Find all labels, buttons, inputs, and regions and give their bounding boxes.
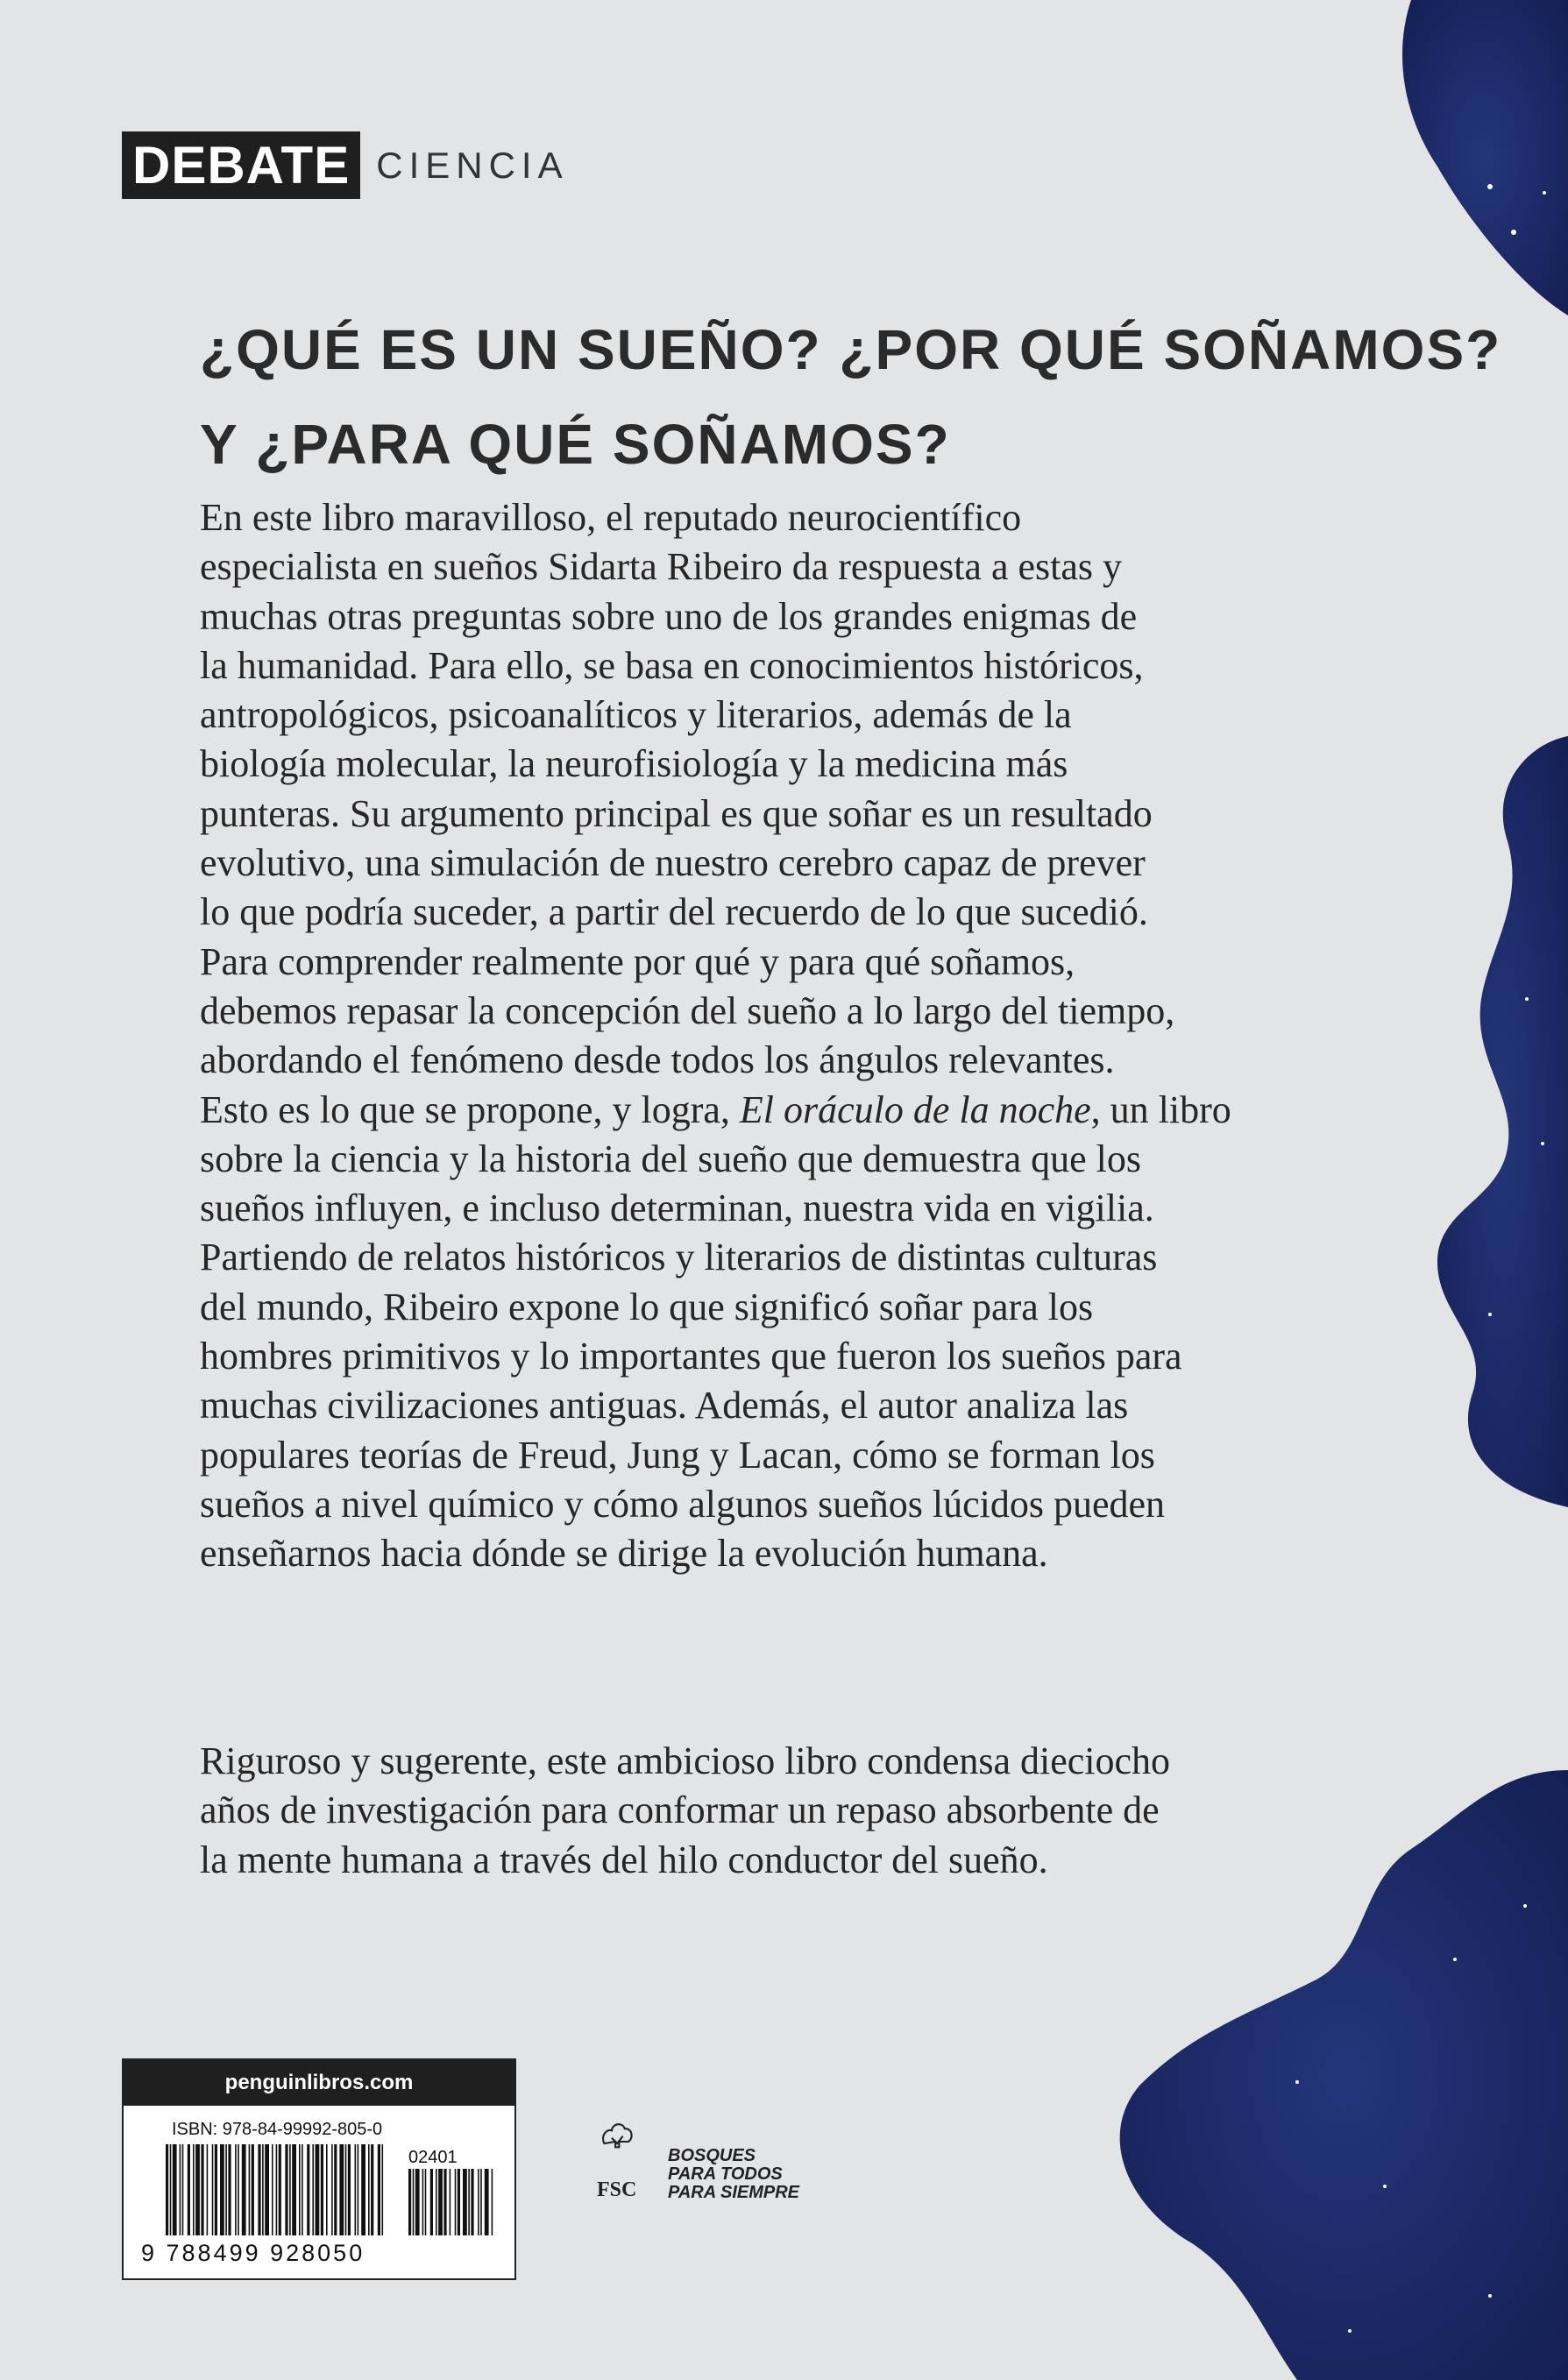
barcode-stripe — [450, 2169, 451, 2235]
barcode-stripe — [468, 2169, 470, 2235]
blurb-line: muchas otras preguntas sobre uno de los grandes enigmas de — [200, 594, 1138, 638]
closing-line: años de investigación para conformar un repaso absorbente de — [200, 1789, 1160, 1832]
barcode-stripe — [188, 2144, 190, 2235]
barcode-stripe — [302, 2144, 303, 2235]
blurb-paragraph — [200, 493, 1339, 1579]
barcode-stripe — [355, 2144, 357, 2235]
barcode-stripe — [408, 2169, 411, 2235]
blurb-line-with-title — [200, 1086, 1339, 1135]
barcode-stripe — [312, 2144, 314, 2235]
blurb-line: Para comprender realmente por qué y para qué soñamos, — [200, 939, 1075, 983]
night-sky-blob-top — [1402, 0, 1568, 315]
book-title: El oráculo de la noche — [739, 1087, 1091, 1131]
website-label: penguinlibros.com — [124, 2060, 514, 2106]
blurb-line: antropológicos, psicoanalíticos y literarios, además de la — [200, 693, 1072, 737]
barcode-stripe — [443, 2169, 446, 2235]
blurb-line: lo que podría suceder, a partir del recuerdo de lo que sucedió. — [200, 890, 1148, 934]
barcode-stripe — [279, 2144, 281, 2235]
barcode-digits: 9 788499 928050 — [141, 2240, 365, 2266]
barcode-stripe — [345, 2144, 347, 2235]
barcode-stripe — [265, 2144, 269, 2235]
barcode-stripe — [492, 2169, 493, 2235]
fsc-slogan-line: BOSQUES — [668, 2146, 756, 2165]
closing-line: Riguroso y sugerente, este ambicioso libro condensa dieciocho — [200, 1739, 1171, 1782]
barcode-stripe — [299, 2144, 301, 2235]
barcode-stripe — [207, 2144, 209, 2235]
barcode-stripe — [170, 2144, 172, 2235]
barcode-stripe — [331, 2144, 333, 2235]
barcode-stripe — [485, 2169, 489, 2235]
barcode-panel — [122, 2058, 516, 2280]
barcode-stripe — [201, 2144, 203, 2235]
barcode-stripe — [413, 2169, 415, 2235]
barcode-stripe — [180, 2144, 181, 2235]
blurb-line: debemos repasar la concepción del sueño a lo largo del tiempo, — [200, 988, 1175, 1032]
logo-brand: DEBATE — [122, 131, 360, 199]
barcode-stripe — [358, 2144, 359, 2235]
blurb-line: sueños a nivel químico y cómo algunos sueños lúcidos pueden — [200, 1482, 1166, 1526]
barcode-stripe — [415, 2169, 420, 2235]
barcode-stripe — [316, 2144, 320, 2235]
fsc-slogan-line: PARA TODOS — [668, 2164, 783, 2184]
barcode-stripe — [195, 2144, 200, 2235]
barcode-stripe — [307, 2144, 309, 2235]
barcode-stripe — [422, 2169, 424, 2235]
barcode-stripe — [463, 2169, 467, 2235]
blurb-line: hombres primitivos y lo importantes que fueron los sueños para — [200, 1335, 1182, 1378]
blurb-line: la humanidad. Para ello, se basa en conocimientos históricos, — [200, 643, 1144, 687]
barcode-stripe — [326, 2144, 328, 2235]
blurb-line: sueños influyen, e incluso determinan, nuestra vida en vigilia. — [200, 1186, 1154, 1230]
barcode-stripe — [430, 2169, 433, 2235]
barcode-stripe — [238, 2144, 239, 2235]
barcode-stripe — [249, 2144, 251, 2235]
barcode-stripe — [348, 2144, 351, 2235]
isbn-text: ISBN: 978-84-99992-805-0 — [172, 2120, 383, 2139]
barcode-stripe — [321, 2144, 323, 2235]
publisher-logo — [122, 131, 569, 199]
barcode-stripe — [438, 2169, 443, 2235]
fsc-slogan-line: PARA SIEMPRE — [668, 2183, 800, 2202]
fsc-label: FSC — [597, 2178, 637, 2201]
headline-line: Y ¿PARA QUÉ SOÑAMOS? — [200, 413, 951, 476]
barcode-stripe — [220, 2144, 224, 2235]
blurb-line: abordando el fenómeno desde todos los ángulos relevantes. — [200, 1038, 1115, 1082]
barcode-stripe — [258, 2144, 260, 2235]
blurb-line: punteras. Su argumento principal es que soñar es un resultado — [200, 791, 1153, 835]
blurb-line: biología molecular, la neurofisiología y la medicina más — [200, 742, 1068, 786]
headline-line: ¿QUÉ ES UN SUEÑO? ¿POR QUÉ SOÑAMOS? — [200, 318, 1502, 381]
barcode-stripe — [382, 2144, 384, 2235]
barcode-stripe — [480, 2169, 482, 2235]
barcode-stripe — [361, 2144, 365, 2235]
barcode-stripe — [339, 2144, 344, 2235]
barcode-stripe — [334, 2144, 337, 2235]
barcode-stripe — [371, 2144, 373, 2235]
barcode-stripe — [262, 2144, 264, 2235]
barcode-stripe — [425, 2169, 427, 2235]
price-code: 02401 — [408, 2148, 458, 2167]
blurb-fragment: , un libro — [1090, 1087, 1231, 1131]
blurb-line: especialista en sueños Sidarta Ribeiro da respuesta a estas y — [200, 545, 1123, 589]
barcode-stripe — [378, 2144, 380, 2235]
barcode-stripe — [173, 2144, 177, 2235]
barcode-bars — [166, 2144, 385, 2235]
barcode-stripe — [182, 2144, 184, 2235]
blurb-line: enseñarnos hacia dónde se dirige la evolución humana. — [200, 1532, 1048, 1576]
barcode-stripe — [285, 2144, 287, 2235]
night-sky-blob-middle — [1437, 736, 1568, 1507]
logo-collection: CIENCIA — [376, 144, 569, 186]
closing-paragraph — [200, 1737, 1339, 1885]
blurb-fragment: Esto es lo que se propone, y logra, — [200, 1087, 730, 1131]
headline — [200, 302, 1502, 492]
barcode-stripe — [225, 2144, 227, 2235]
blurb-line: Partiendo de relatos históricos y literarios de distintas culturas — [200, 1236, 1158, 1279]
addon-barcode-bars — [408, 2169, 496, 2260]
barcode-stripe — [276, 2144, 278, 2235]
barcode-stripe — [292, 2144, 296, 2235]
barcode-stripe — [242, 2144, 246, 2235]
barcode-stripe — [272, 2144, 273, 2235]
barcode-stripe — [368, 2144, 370, 2235]
barcode-stripe — [458, 2169, 460, 2235]
barcode-stripe — [235, 2144, 237, 2235]
blurb-line: muchas civilizaciones antiguas. Además, el autor analiza las — [200, 1384, 1129, 1427]
barcode-stripe — [212, 2144, 214, 2235]
barcode-stripe — [455, 2169, 457, 2235]
barcode-stripe — [478, 2169, 479, 2235]
barcode-stripe — [289, 2144, 291, 2235]
barcode-stripe — [436, 2169, 437, 2235]
barcode-stripe — [228, 2144, 231, 2235]
blurb-line: sobre la ciencia y la historia del sueño que demuestra que los — [200, 1137, 1141, 1180]
blurb-line: populares teorías de Freud, Jung y Lacan, cómo se forman los — [200, 1433, 1155, 1477]
fsc-slogan — [668, 2147, 799, 2202]
barcode-stripe — [193, 2144, 195, 2235]
blurb-line: En este libro maravilloso, el reputado neurocientífico — [200, 496, 1022, 539]
closing-line: la mente humana a través del hilo conductor del sueño. — [200, 1838, 1048, 1881]
barcode-stripe — [471, 2169, 473, 2235]
blurb-line: evolutivo, una simulación de nuestro cerebro capaz de prever — [200, 841, 1146, 885]
barcode-stripe — [252, 2144, 254, 2235]
blurb-line: del mundo, Ribeiro expone lo que significó soñar para los — [200, 1285, 1094, 1328]
barcode-stripe — [215, 2144, 217, 2235]
barcode-stripe — [166, 2144, 168, 2235]
